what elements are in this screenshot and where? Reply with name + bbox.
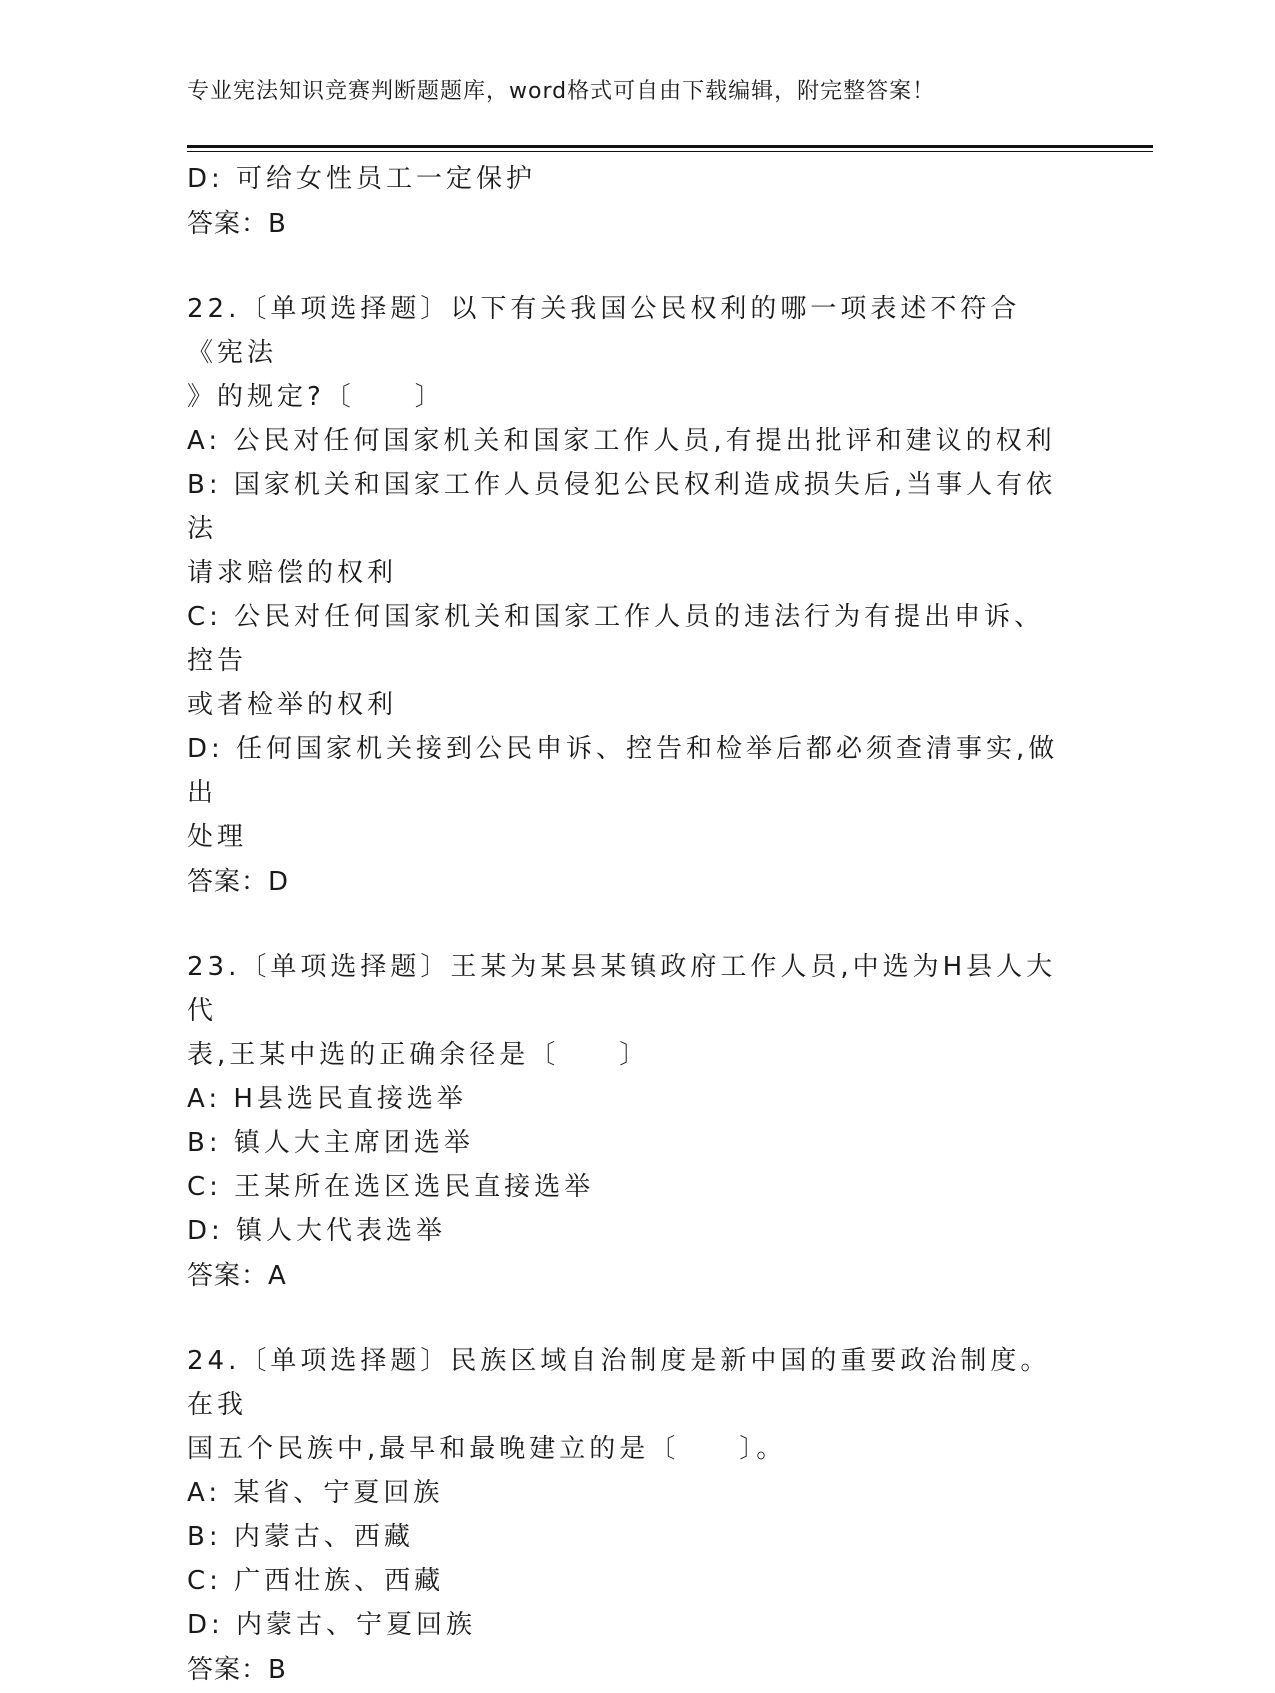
spacer [187, 905, 1067, 945]
answer-label: 答案：B [187, 1655, 287, 1685]
question-block [187, 1339, 1067, 1693]
option-c: C: 广西壮族、西藏 [187, 1566, 445, 1596]
question-text-line: 22.〔单项选择题〕以下有关我国公民权利的哪一项表述不符合《宪法 [187, 294, 1021, 368]
option-d: D: 内蒙古、宁夏回族 [187, 1610, 477, 1640]
question-text-line: 24.〔单项选择题〕民族区域自治制度是新中国的重要政治制度。在我 [187, 1346, 1051, 1420]
option-a: A: 某省、宁夏回族 [187, 1478, 444, 1508]
spacer [187, 247, 1067, 287]
question-content [187, 157, 1067, 1693]
option-c: C: 公民对任何国家机关和国家工作人员的违法行为有提出申诉、控告 [187, 602, 1045, 676]
question-text-line: 表,王某中选的正确余径是〔 〕 [187, 1040, 650, 1070]
question-block [187, 287, 1067, 905]
option-a: A: H县选民直接选举 [187, 1084, 467, 1114]
option-a: A: 公民对任何国家机关和国家工作人员,有提出批评和建议的权利 [187, 426, 1056, 456]
option-b-continued: 请求赔偿的权利 [187, 558, 398, 588]
option-d: D: 任何国家机关接到公民申诉、控告和检举后都必须查清事实,做出 [187, 734, 1059, 808]
option-b: B: 内蒙古、西藏 [187, 1522, 414, 1552]
question-block [187, 945, 1067, 1299]
spacer [187, 1299, 1067, 1339]
header-rule-thick [187, 145, 1153, 148]
option-d-continued: 处理 [187, 822, 248, 852]
page-header-title: 专业宪法知识竞赛判断题题库，word格式可自由下载编辑，附完整答案！ [187, 79, 936, 104]
option-c: C: 王某所在选区选民直接选举 [187, 1172, 595, 1202]
option-c-continued: 或者检举的权利 [187, 690, 398, 720]
answer-label: 答案：A [187, 1261, 287, 1291]
prev-answer: 答案：B [187, 209, 287, 239]
header-rule-thin [187, 151, 1153, 152]
answer-label: 答案：D [187, 867, 290, 897]
prev-option-d: D: 可给女性员工一定保护 [187, 164, 537, 194]
question-text-line: 》的规定?〔 〕 [187, 382, 445, 412]
option-d: D: 镇人大代表选举 [187, 1216, 447, 1246]
option-b: B: 国家机关和国家工作人员侵犯公民权利造成损失后,当事人有依法 [187, 470, 1057, 544]
option-b: B: 镇人大主席团选举 [187, 1128, 474, 1158]
question-text-line: 国五个民族中,最早和最晚建立的是〔 〕。 [187, 1434, 787, 1464]
question-text-line: 23.〔单项选择题〕王某为某县某镇政府工作人员,中选为H县人大代 [187, 952, 1057, 1026]
